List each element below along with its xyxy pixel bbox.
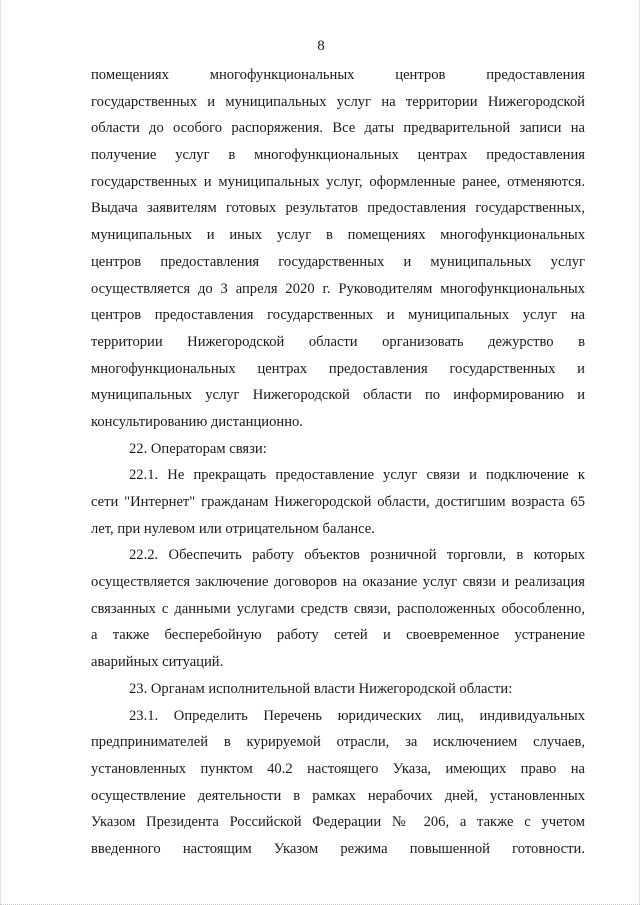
text-line: аварийных ситуаций. (91, 654, 224, 671)
text-line: 22.1. Не прекращать предоставление услуг связи и подключение к (129, 467, 585, 484)
document-body (91, 62, 585, 863)
text-line: установленных пунктом 40.2 настоящего Указа, имеющих право на (91, 760, 585, 777)
text-line: муниципальных услуг Нижегородской области по информированию и (91, 387, 585, 404)
text-line: 23.1. Определить Перечень юридических лиц, индивидуальных (129, 707, 585, 724)
text-line: 23. Органам исполнительной власти Нижегородской области: (129, 680, 513, 697)
text-line: введенного настоящим Указом режима повышенной готовности. (91, 840, 585, 857)
text-line: государственных и муниципальных услуг, оформленные ранее, отменяются. (91, 173, 585, 190)
text-line: муниципальных и иных услуг в помещениях многофункциональных (91, 227, 585, 244)
paragraph (91, 436, 585, 463)
text-line: связанных с данными услугами средств связи, расположенных обособленно, (91, 600, 585, 617)
paragraph (91, 62, 585, 436)
text-line: многофункциональных центрах предоставления государственных и (91, 360, 585, 377)
text-line: территории Нижегородской области организовать дежурство в (91, 333, 585, 350)
text-line: центров предоставления государственных и муниципальных услуг (91, 253, 585, 270)
text-line: 22. Операторам связи: (129, 440, 267, 457)
text-line: Выдача заявителям готовых результатов предоставления государственных, (91, 200, 585, 217)
text-line: 22.2. Обеспечить работу объектов розничной торговли, в которых (129, 547, 585, 564)
text-line: осуществление деятельности в рамках нерабочих дней, установленных (91, 787, 585, 804)
text-line: предпринимателей в курируемой отрасли, за исключением случаев, (91, 734, 585, 751)
text-line: получение услуг в многофункциональных центрах предоставления (91, 147, 585, 164)
text-line: государственных и муниципальных услуг на территории Нижегородской (91, 93, 585, 110)
paragraph (91, 676, 585, 703)
text-line: осуществляется заключение договоров на оказание услуг связи и реализация (91, 574, 585, 591)
paragraph (91, 542, 585, 675)
text-line: области до особого распоряжения. Все даты предварительной записи на (91, 120, 585, 137)
paragraph (91, 703, 585, 863)
paragraph (91, 462, 585, 542)
text-line: осуществляется до 3 апреля 2020 г. Руководителям многофункциональных (91, 280, 585, 297)
page-number: 8 (317, 38, 325, 54)
text-line: центров предоставления государственных и муниципальных услуг на (91, 307, 585, 324)
text-line: помещениях многофункциональных центров предоставления (91, 67, 585, 83)
text-line: Указом Президента Российской Федерации № 206, а также с учетом (91, 814, 585, 831)
text-line: сети "Интернет" гражданам Нижегородской области, достигшим возраста 65 (91, 494, 585, 510)
text-line: лет, при нулевом или отрицательном балансе. (91, 520, 375, 537)
text-line: а также бесперебойную работу сетей и своевременное устранение (91, 627, 585, 644)
text-line: консультированию дистанционно. (91, 413, 303, 430)
